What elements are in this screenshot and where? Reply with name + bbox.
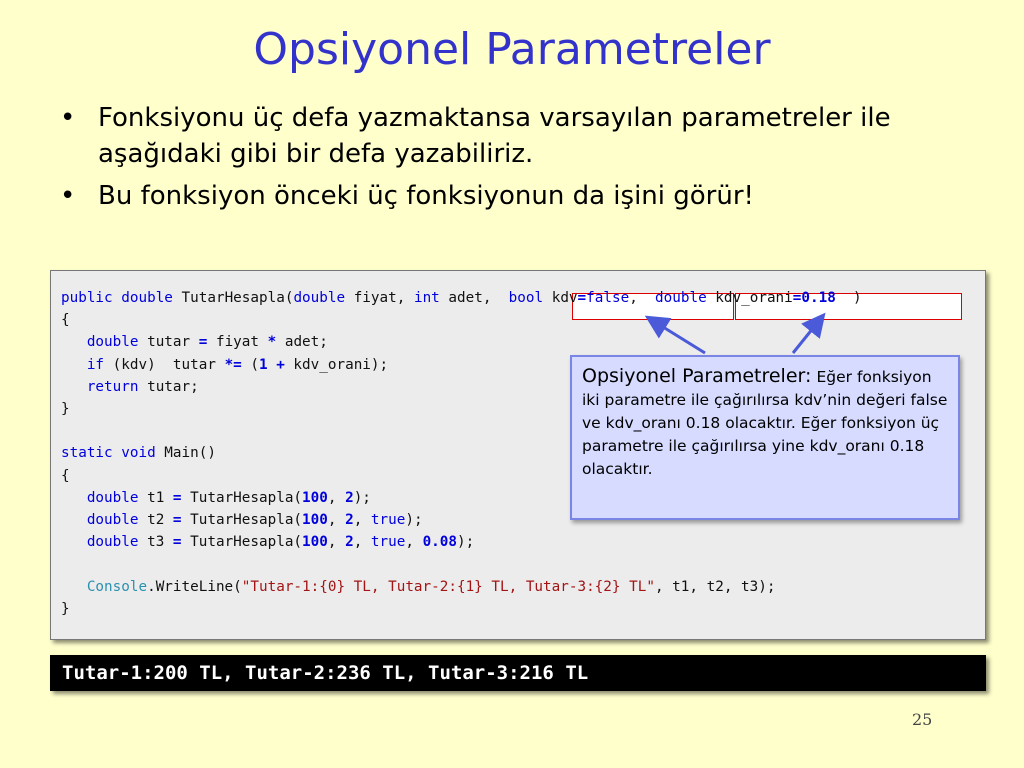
callout-text: Eğer fonksiyon iki parametre ile çağırılırsa kdv’nin değeri false ve kdv_oranı 0.18 olacaktır. Eğer fonksiyon üç parametre ile çağırılırsa yine kdv_oranı 0.18 olacaktır.: [582, 368, 948, 478]
console-output: Tutar-1:200 TL, Tutar-2:236 TL, Tutar-3:216 TL: [50, 655, 986, 691]
code-token: =: [198, 334, 208, 351]
code-token: .WriteLine(: [147, 578, 242, 595]
code-token: 2: [345, 534, 354, 551]
code-line: [61, 598, 862, 620]
code-token: true: [370, 534, 406, 551]
code-token: [113, 445, 122, 461]
code-token: double: [86, 489, 139, 506]
code-token: [61, 357, 87, 373]
bullet-icon: •: [60, 103, 76, 133]
code-token: (kdv) tutar: [104, 356, 225, 373]
code-token: adet,: [439, 290, 509, 306]
code-token: ,: [353, 534, 371, 551]
code-token: double: [121, 290, 173, 306]
code-token: ,: [327, 534, 346, 551]
code-token: double: [86, 512, 139, 529]
code-token: 2: [345, 512, 354, 529]
bullet-item-1: [60, 100, 960, 172]
code-token: }: [61, 600, 70, 617]
code-token: {: [61, 467, 70, 484]
code-token: ,: [353, 512, 371, 529]
slide-title: Opsiyonel Parametreler: [253, 24, 771, 75]
code-token: double: [655, 290, 707, 306]
code-token: 0.08: [422, 534, 458, 551]
code-token: [113, 290, 122, 306]
code-token: false: [586, 290, 630, 306]
code-token: 1: [259, 356, 268, 373]
code-token: [61, 534, 87, 550]
code-token: (: [241, 356, 259, 373]
code-token: 100: [302, 512, 328, 529]
code-token: 2: [345, 489, 354, 506]
code-token: public: [61, 290, 113, 306]
bullet-text-2: Bu fonksiyon önceki üç fonksiyonun da işini görür!: [98, 181, 754, 211]
code-token: [61, 579, 87, 595]
code-token: [61, 334, 87, 350]
bullet-list: [60, 100, 960, 220]
code-token: [61, 512, 87, 528]
code-token: double: [86, 534, 139, 551]
code-token: true: [370, 512, 406, 529]
code-token: =: [172, 489, 182, 506]
code-token: static: [61, 445, 113, 462]
code-token: *: [267, 334, 277, 351]
code-line: [61, 531, 862, 553]
code-token: double: [293, 290, 346, 306]
code-token: void: [121, 445, 156, 462]
code-token: fiyat: [207, 334, 268, 351]
code-token: Console: [86, 578, 148, 595]
bullet-icon: •: [60, 181, 76, 211]
code-token: TutarHesapla(: [172, 290, 294, 306]
code-token: 100: [302, 489, 328, 506]
code-token: if: [86, 356, 105, 373]
code-token: tutar: [138, 334, 199, 351]
code-token: {: [61, 312, 70, 329]
code-token: );: [405, 512, 423, 529]
code-token: t3: [138, 534, 173, 551]
code-token: , t1, t2, t3);: [654, 578, 776, 595]
code-token: kdv_orani: [706, 290, 793, 306]
code-token: }: [61, 401, 70, 418]
bullet-text-1: Fonksiyonu üç defa yazmaktansa varsayılan parametreler ile aşağıdaki gibi bir defa yazabiliriz.: [98, 103, 891, 169]
code-token: [61, 379, 87, 395]
page-number: 25: [912, 710, 933, 729]
code-line: [61, 331, 862, 353]
code-token: return: [86, 378, 139, 395]
code-token: ,: [405, 534, 423, 551]
code-token: TutarHesapla(: [181, 489, 303, 506]
code-token: t1: [138, 489, 173, 506]
code-token: adet;: [276, 334, 328, 351]
code-token: ,: [327, 512, 346, 529]
code-token: tutar;: [138, 378, 199, 395]
code-token: int: [413, 290, 440, 306]
explanation-callout: [570, 355, 960, 520]
code-token: t2: [138, 512, 173, 529]
code-token: =: [792, 290, 802, 306]
code-token: ): [835, 290, 862, 306]
code-token: =: [172, 534, 182, 551]
code-token: ,: [327, 489, 346, 506]
code-line: [61, 553, 862, 575]
code-token: *=: [224, 356, 242, 373]
code-token: ,: [629, 290, 656, 306]
code-token: [61, 490, 87, 506]
code-token: );: [457, 534, 475, 551]
code-token: TutarHesapla(: [181, 534, 303, 551]
code-token: double: [86, 334, 139, 351]
code-token: 0.18: [801, 290, 836, 306]
code-line: [61, 309, 862, 331]
code-token: 100: [302, 534, 328, 551]
code-token: TutarHesapla(: [181, 512, 303, 529]
code-line: [61, 576, 862, 598]
code-token: kdv_orani);: [284, 356, 389, 373]
bullet-item-2: [60, 178, 960, 214]
code-token: +: [276, 356, 285, 373]
code-token: kdv: [543, 290, 578, 306]
code-line: [61, 287, 862, 309]
code-token: fiyat,: [345, 290, 414, 306]
code-token: =: [172, 512, 182, 529]
code-token: bool: [508, 290, 544, 306]
code-token: "Tutar-1:{0} TL, Tutar-2:{1} TL, Tutar-3:{2} TL": [241, 578, 655, 595]
code-token: Main(): [155, 445, 216, 462]
callout-heading: Opsiyonel Parametreler:: [582, 365, 812, 387]
code-token: =: [577, 290, 587, 306]
code-token: );: [353, 489, 371, 506]
code-token: [268, 357, 277, 373]
